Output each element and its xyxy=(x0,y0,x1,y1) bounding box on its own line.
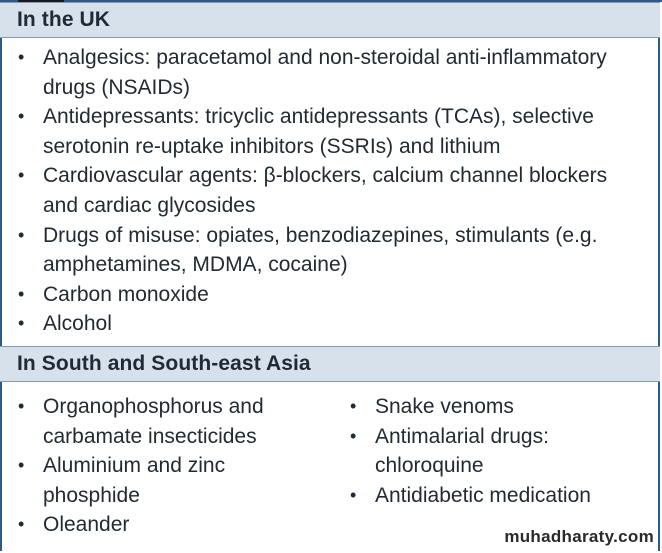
bullet-icon: • xyxy=(350,396,357,416)
bullet-icon: • xyxy=(18,106,25,127)
list-item xyxy=(18,280,648,310)
bullet-icon: • xyxy=(18,514,25,535)
bullet-icon: • xyxy=(350,484,357,505)
list-item xyxy=(18,102,648,161)
bullet-icon: • xyxy=(18,283,25,304)
list-item-text: Antidepressants: tricyclic antidepressants (TCAs), selective serotonin re-uptake inhibitors (SSRIs) and lithium xyxy=(43,105,594,158)
section-header-asia xyxy=(0,346,660,382)
bullet-icon: • xyxy=(18,165,25,186)
list-item xyxy=(18,309,648,339)
list-item-text: Snake venoms xyxy=(375,395,514,418)
uk-list xyxy=(18,43,648,339)
list-item-text: Analgesics: paracetamol and non-steroidal anti-inflammatory drugs (NSAIDs) xyxy=(43,46,607,99)
section-title-uk: In the UK xyxy=(17,8,111,31)
list-item-text: Carbon monoxide xyxy=(43,282,209,306)
list-item-text: Aluminium and zinc phosphide xyxy=(43,454,226,507)
section-header-uk xyxy=(0,2,660,38)
list-item xyxy=(18,221,648,280)
list-item-text: Cardiovascular agents: β-blockers, calcium channel blockers and cardiac glycosides xyxy=(43,164,608,217)
bullet-icon: • xyxy=(18,455,25,476)
list-item-text: Antimalarial drugs: chloroquine xyxy=(375,424,549,478)
bullet-icon: • xyxy=(350,425,357,446)
list-item xyxy=(18,161,648,220)
list-item xyxy=(350,422,650,481)
asia-list-right xyxy=(350,392,650,510)
list-item-text: Antidiabetic medication xyxy=(375,483,591,507)
list-item-text: Oleander xyxy=(43,513,130,537)
bullet-icon: • xyxy=(18,47,25,67)
list-item xyxy=(18,43,648,102)
bullet-icon: • xyxy=(18,396,25,416)
bullet-icon: • xyxy=(18,313,25,334)
list-item-text: Alcohol xyxy=(43,312,112,336)
list-item xyxy=(350,392,650,422)
list-item xyxy=(350,481,650,511)
list-item xyxy=(18,392,318,451)
bullet-icon: • xyxy=(18,224,25,245)
asia-list-left xyxy=(18,392,318,540)
section-title-asia: In South and South-east Asia xyxy=(17,352,311,375)
watermark: muhadharaty.com xyxy=(504,527,654,546)
list-item-text: Drugs of misuse: opiates, benzodiazepines, stimulants (e.g. amphetamines, MDMA, cocaine) xyxy=(43,223,598,277)
list-item xyxy=(18,451,318,510)
list-item-text: Organophosphorus and carbamate insecticides xyxy=(43,395,264,448)
list-item xyxy=(18,510,318,540)
